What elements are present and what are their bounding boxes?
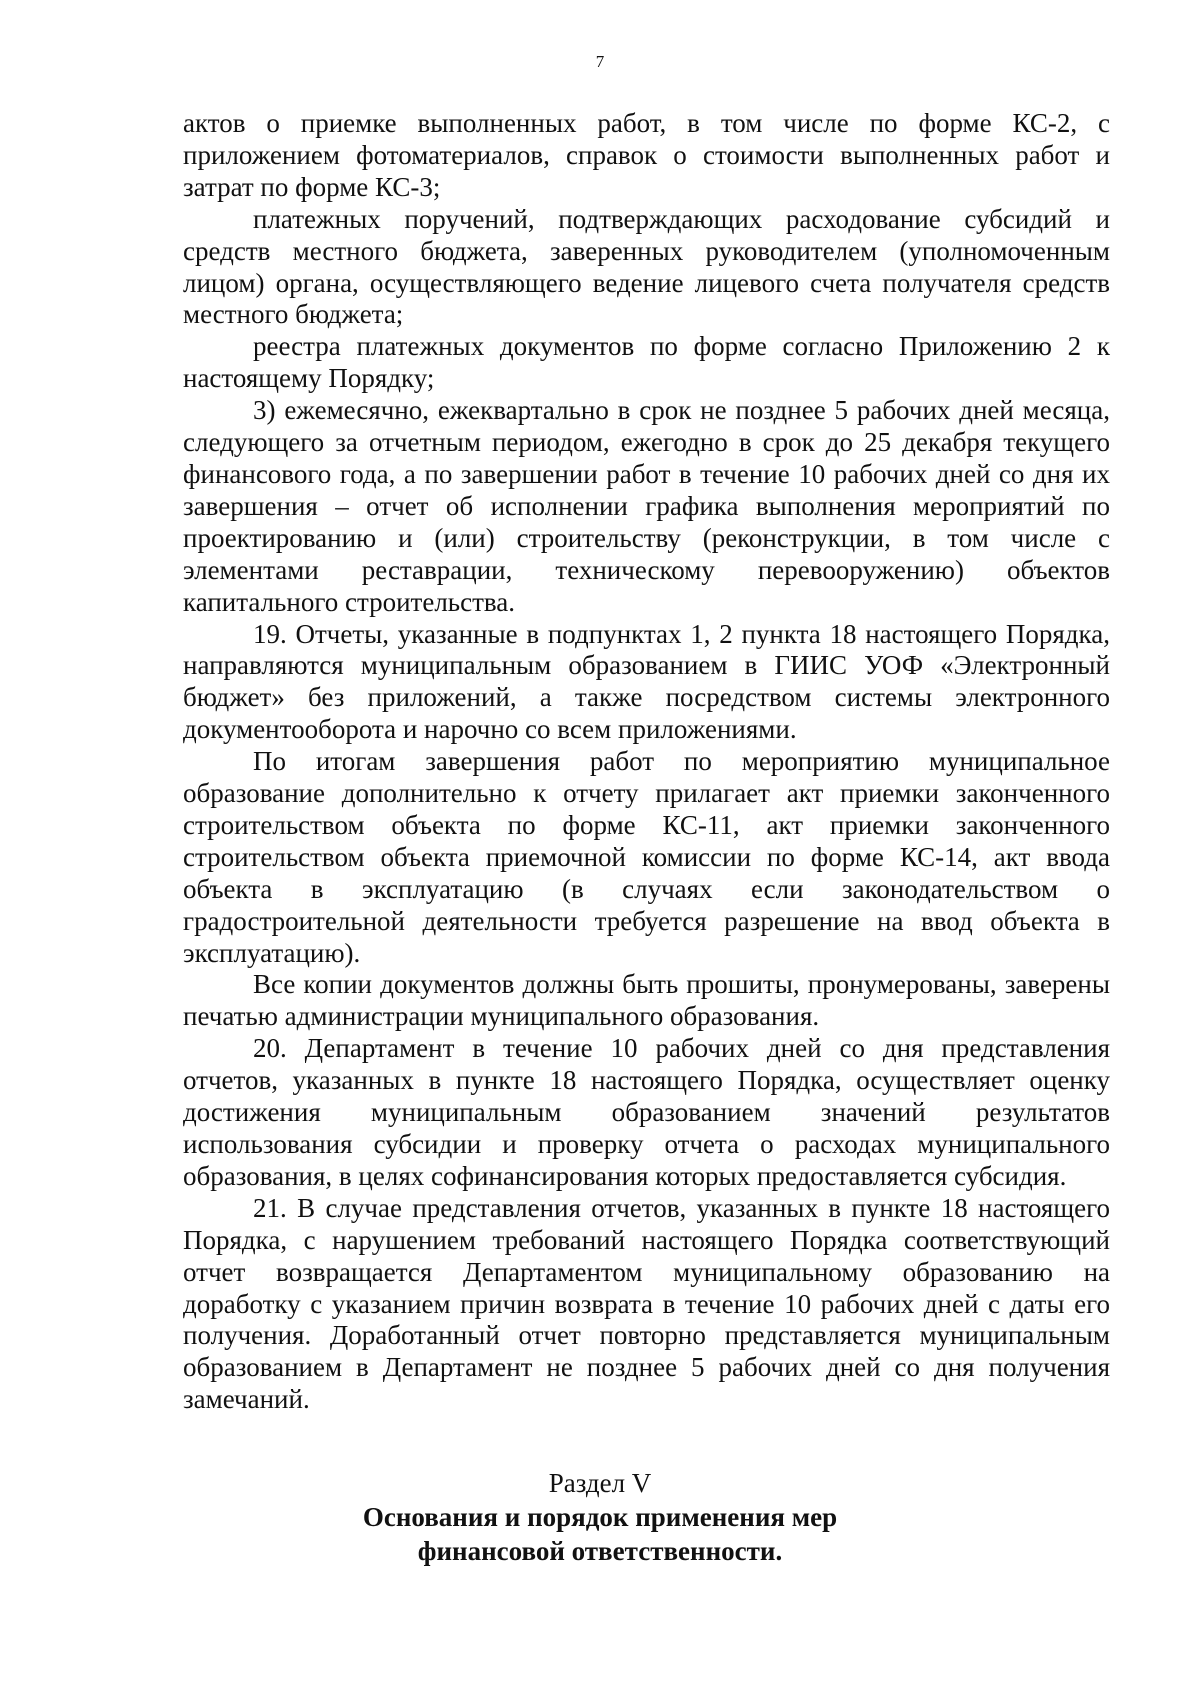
- paragraph-completion-acts: По итогам завершения работ по мероприятию муниципальное образование дополнительно к отчету прилагает акт приемки законченного строительством объекта по форме КС-11, акт приемки законченного строительством объекта приемочной комиссии по форме КС-14, акт ввода объекта в эксплуатацию (в случаях если законодательством о градостроительной деятельности требуется разрешение на ввод объекта в эксплуатацию).: [183, 746, 1110, 968]
- paragraph-payment-registry: реестра платежных документов по форме согласно Приложению 2 к настоящему Порядку;: [183, 331, 1110, 394]
- paragraph-acts: актов о приемке выполненных работ, в том числе по форме КС-2, с приложением фотоматериалов, справок о стоимости выполненных работ и затрат по форме КС-3;: [183, 108, 1110, 202]
- paragraph-payment-orders: платежных поручений, подтверждающих расходование субсидий и средств местного бюджета, заверенных руководителем (уполномоченным лицом) органа, осуществляющего ведение лицевого счета получателя средств местного бюджета;: [183, 203, 1110, 330]
- paragraph-document-copies: Все копии документов должны быть прошиты, пронумерованы, заверены печатью администрации муниципального образования.: [183, 969, 1110, 1032]
- section-label: Раздел V: [548, 1468, 652, 1498]
- section-title-line-2: финансовой ответственности.: [417, 1536, 783, 1566]
- paragraph-clause-21: 21. В случае представления отчетов, указанных в пункте 18 настоящего Порядка, с нарушением требований настоящего Порядка соответствующий отчет возвращается Департаментом муниципальному образованию на доработку с указанием причин возврата в течение 10 рабочих дней с даты его получения. Доработанный отчет повторно представляется муниципальным образованием в Департамент не позднее 5 рабочих дней со дня получения замечаний.: [183, 1192, 1110, 1415]
- paragraph-clause-19: 19. Отчеты, указанные в подпунктах 1, 2 пункта 18 настоящего Порядка, направляются муниципальным образованием в ГИИС УОФ «Электронный бюджет» без приложений, а также посредством системы электронного документооборота и нарочно со всем приложениями.: [183, 618, 1110, 745]
- page-number: 7: [595, 52, 605, 71]
- section-title-line-1: Основания и порядок применения мер: [362, 1502, 838, 1532]
- paragraph-item-3: 3) ежемесячно, ежеквартально в срок не позднее 5 рабочих дней месяца, следующего за отчетным периодом, ежегодно в срок до 25 декабря текущего финансового года, а по завершении работ в течение 10 рабочих дней со дня их завершения – отчет об исполнении графика выполнения мероприятий по проектированию и (или) строительству (реконструкции, в том числе с элементами реставрации, техническому перевооружению) объектов капитального строительства.: [183, 395, 1110, 617]
- section-heading: [0, 1466, 1200, 1568]
- document-body: [183, 108, 1110, 1416]
- paragraph-clause-20: 20. Департамент в течение 10 рабочих дней со дня представления отчетов, указанных в пункте 18 настоящего Порядка, осуществляет оценку достижения муниципальным образованием значений результатов использования субсидии и проверку отчета о расходах муниципального образования, в целях софинансирования которых предоставляется субсидия.: [183, 1033, 1110, 1191]
